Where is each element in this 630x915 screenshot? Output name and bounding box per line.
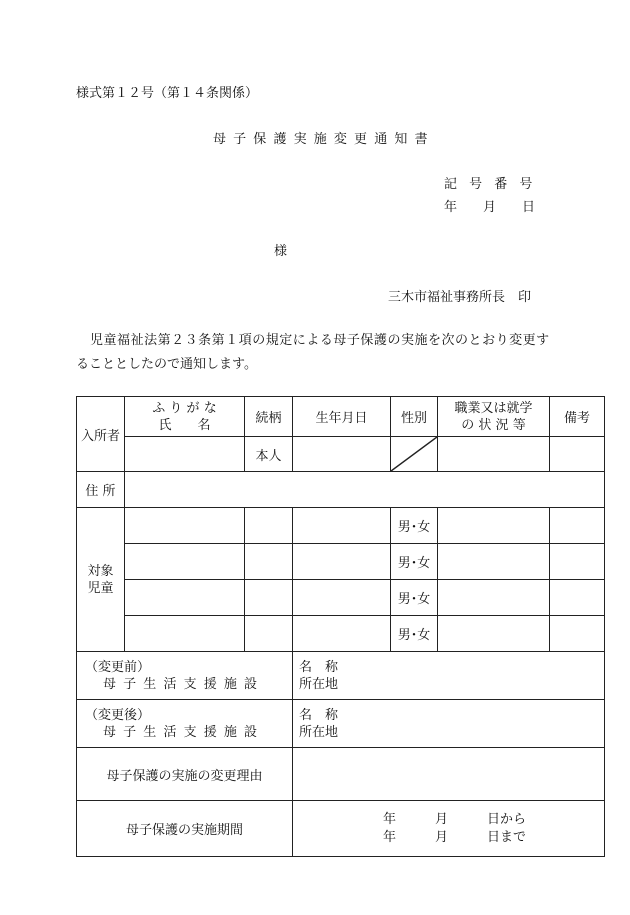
body-line-2: ることとしたので通知します。 [76,357,257,372]
occupation-label-1: 職業又は就学 [454,400,533,416]
child-name-cell[interactable] [125,544,245,580]
birthdate-header: 生年月日 [293,397,391,437]
children-label-1: 対象 [87,563,114,579]
child-relation-cell[interactable] [245,508,293,544]
child-remarks-cell[interactable] [550,616,605,652]
child-sex-cell[interactable]: 男･女 [391,616,438,652]
children-label [77,508,125,652]
child-birthdate-cell[interactable] [293,508,391,544]
furigana-label: ふ り が な [152,400,217,416]
notice-table [76,396,605,857]
diagonal-line [391,437,437,471]
child-occupation-cell[interactable] [438,580,550,616]
facility-name-label: 名 称 [299,707,339,723]
period-from: 年 月 日から [383,811,527,827]
body-line-1: 児童福祉法第２３条第１項の規定による母子保護の実施を次のとおり変更す [90,333,550,348]
resident-occupation-cell[interactable] [438,437,550,472]
facility-location-label: 所在地 [299,724,339,740]
child-sex-cell[interactable]: 男･女 [391,544,438,580]
child-relation-cell[interactable] [245,580,293,616]
facility-before-label [77,652,293,700]
address-label: 住 所 [77,472,125,508]
child-birthdate-cell[interactable] [293,616,391,652]
child-sex-cell[interactable]: 男･女 [391,580,438,616]
child-name-cell[interactable] [125,580,245,616]
child-remarks-cell[interactable] [550,508,605,544]
resident-sex-cell [391,437,438,472]
child-occupation-cell[interactable] [438,544,550,580]
occupation-label-2: の 状 況 等 [461,417,526,433]
child-birthdate-cell[interactable] [293,544,391,580]
remarks-header: 備考 [550,397,605,437]
resident-birthdate-cell[interactable] [293,437,391,472]
change-reason-cell[interactable] [293,748,605,801]
issuer: 三木市福祉事務所長 印 [388,290,532,305]
facility-label: 母子生活支援施設 [103,676,265,692]
resident-name-cell[interactable] [125,437,245,472]
before-label: （変更前） [85,659,151,675]
issue-date: 年 月 日 [444,200,536,215]
child-name-cell[interactable] [125,616,245,652]
document-title: 母子保護実施変更通知書 [213,132,435,147]
child-name-cell[interactable] [125,508,245,544]
child-occupation-cell[interactable] [438,508,550,544]
facility-label: 母子生活支援施設 [103,724,265,740]
resident-remarks-cell[interactable] [550,437,605,472]
child-occupation-cell[interactable] [438,616,550,652]
facility-after-label [77,700,293,748]
facility-location-label: 所在地 [299,676,339,692]
change-reason-label: 母子保護の実施の変更理由 [77,748,293,801]
address-cell[interactable] [125,472,605,508]
facility-after-cell[interactable] [293,700,605,748]
resident-relation-cell: 本人 [245,437,293,472]
facility-name-label: 名 称 [299,659,339,675]
name-label: 氏 名 [158,417,211,433]
child-remarks-cell[interactable] [550,544,605,580]
relation-header: 続柄 [245,397,293,437]
form-number: 様式第１２号（第１４条関係） [76,86,259,101]
child-birthdate-cell[interactable] [293,580,391,616]
sex-header: 性別 [391,397,438,437]
period-label: 母子保護の実施期間 [77,801,293,857]
resident-label: 入所者 [77,397,125,472]
children-label-2: 児童 [87,580,114,596]
child-sex-cell[interactable]: 男･女 [391,508,438,544]
facility-before-cell[interactable] [293,652,605,700]
child-remarks-cell[interactable] [550,580,605,616]
child-relation-cell[interactable] [245,616,293,652]
occupation-header [438,397,550,437]
child-relation-cell[interactable] [245,544,293,580]
period-to: 年 月 日まで [383,829,527,845]
after-label: （変更後） [85,707,151,723]
addressee-suffix: 様 [274,244,288,259]
name-header [125,397,245,437]
record-number: 記 号 番 号 [444,177,533,192]
period-cell[interactable] [293,801,605,857]
